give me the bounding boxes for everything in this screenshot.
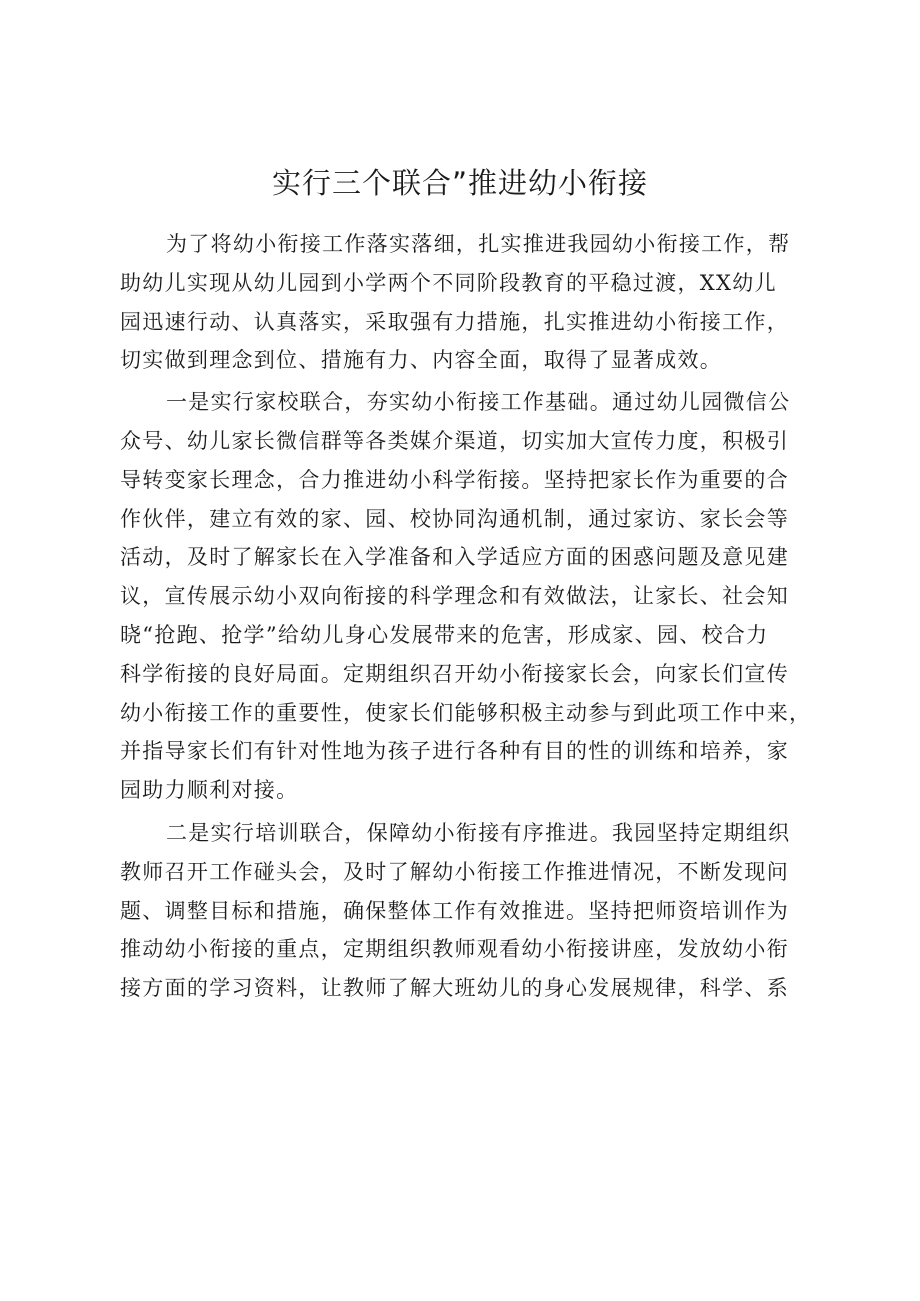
text-line: 园迅速行动、认真落实，采取强有力措施，扎实推进幼小衔接工作，: [120, 309, 789, 334]
text-line: 园助力顺利对接。: [120, 778, 299, 803]
paragraph-training: [120, 814, 830, 1008]
text-line: 活动，及时了解家长在入学准备和入学适应方面的困惑问题及意见建: [120, 545, 789, 570]
paragraph-intro: [120, 225, 830, 380]
text-line: 导转变家长理念，合力推进幼小科学衔接。坚持把家长作为重要的合: [120, 467, 789, 492]
text-line: 并指导家长们有针对性地为孩子进行各种有目的性的训练和培养，家: [120, 739, 789, 764]
text-line: 教师召开工作碰头会，及时了解幼小衔接工作推进情况，不断发现问: [120, 859, 789, 884]
document-title: 实行三个联合”推进幼小衔接: [271, 166, 649, 200]
text-line: 题、调整目标和措施，确保整体工作有效推进。坚持把师资培训作为: [120, 898, 789, 923]
text-line: 切实做到理念到位、措施有力、内容全面，取得了显著成效。: [120, 348, 723, 373]
paragraph-home-school: [120, 383, 830, 810]
text-line: 助幼儿实现从幼儿园到小学两个不同阶段教育的平稳过渡，XX幼儿: [120, 270, 777, 295]
text-line: 一是实行家校联合，夯实幼小衔接工作基础。通过幼儿园微信公: [166, 390, 791, 415]
text-line: 作伙伴，建立有效的家、园、校协同沟通机制，通过家访、家长会等: [120, 506, 789, 531]
text-line: 众号、幼儿家长微信群等各类媒介渠道，切实加大宣传力度，积极引: [120, 428, 789, 453]
text-line: 科学衔接的良好局面。定期组织召开幼小衔接家长会，向家长们宣传: [120, 661, 789, 686]
text-line: 推动幼小衔接的重点，定期组织教师观看幼小衔接讲座，发放幼小衔: [120, 937, 789, 962]
text-line: 二是实行培训联合，保障幼小衔接有序推进。我园坚持定期组织: [166, 820, 791, 845]
text-line: 晓“抢跑、抢学”给幼儿身心发展带来的危害，形成家、园、校合力: [120, 622, 769, 647]
text-line: 议，宣传展示幼小双向衔接的科学理念和有效做法，让家长、社会知: [120, 584, 789, 609]
document-body: [120, 225, 830, 1008]
text-line: 接方面的学习资料，让教师了解大班幼儿的身心发展规律，科学、系: [120, 976, 789, 1001]
text-line: 幼小衔接工作的重要性，使家长们能够积极主动参与到此项工作中来，: [120, 700, 812, 725]
text-line: 为了将幼小衔接工作落实落细，扎实推进我园幼小衔接工作，帮: [166, 232, 791, 256]
